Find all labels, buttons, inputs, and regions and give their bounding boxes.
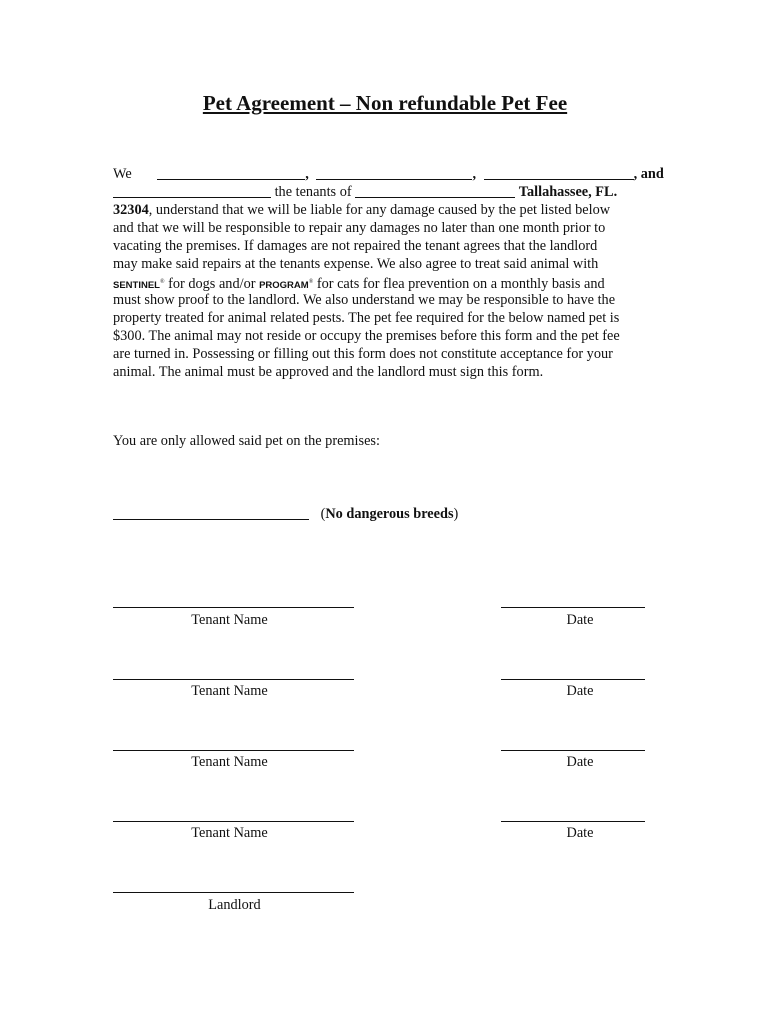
tenant-signature-line-4[interactable] bbox=[113, 821, 354, 822]
date-line-4[interactable] bbox=[501, 821, 645, 822]
date-label-4: Date bbox=[566, 825, 594, 841]
document-title: Pet Agreement – Non refundable Pet Fee bbox=[202, 91, 568, 115]
paragraph-line-10: $300. The animal may not reside or occupy the premises before this form and the pet fee bbox=[113, 328, 620, 344]
paragraph-line-12: animal. The animal must be approved and the landlord must sign this form. bbox=[113, 364, 544, 380]
landlord-label: Landlord bbox=[208, 897, 261, 913]
breed-close-paren: ) bbox=[453, 506, 459, 522]
tenant-name-label-1: Tenant Name bbox=[191, 612, 268, 628]
breed-open-paren: ( bbox=[320, 506, 326, 522]
sentinel-brand: SENTINEL bbox=[113, 280, 160, 291]
tenant-signature-line-2[interactable] bbox=[113, 679, 354, 680]
tenants-of-text: the tenants of bbox=[274, 184, 352, 200]
tenant-name-label-3: Tenant Name bbox=[191, 754, 268, 770]
paragraph-line-11: are turned in. Possessing or filling out this form does not constitute acceptance for your bbox=[113, 346, 613, 362]
registered-mark-2: ® bbox=[308, 279, 314, 285]
and-text: , and bbox=[633, 166, 664, 182]
tenant-signature-line-1[interactable] bbox=[113, 607, 354, 608]
paragraph-line-5: vacating the premises. If damages are not repaired the tenant agrees that the landlord bbox=[113, 238, 598, 254]
no-dangerous-breeds-text: No dangerous breeds bbox=[325, 506, 454, 522]
date-line-3[interactable] bbox=[501, 750, 645, 751]
paragraph-line-3-text: , understand that we will be liable for any damage caused by the pet listed below bbox=[148, 202, 611, 218]
pet-breed-row bbox=[113, 505, 458, 523]
paragraph-line-3 bbox=[113, 201, 610, 219]
city-text: Tallahassee, FL. bbox=[518, 184, 618, 200]
date-line-2[interactable] bbox=[501, 679, 645, 680]
paragraph-line-6: may make said repairs at the tenants expense. We also agree to treat said animal with bbox=[113, 256, 599, 272]
comma-2: , bbox=[472, 166, 477, 182]
paragraph-line-1 bbox=[113, 165, 664, 183]
zip-text: 32304 bbox=[113, 202, 149, 218]
date-line-1[interactable] bbox=[501, 607, 645, 608]
tenant-name-blank-4[interactable] bbox=[113, 185, 271, 198]
date-label-1: Date bbox=[566, 612, 594, 628]
tenant-name-blank-1[interactable] bbox=[157, 167, 305, 180]
paragraph-line-9: property treated for animal related pests. The pet fee required for the below named pet is bbox=[113, 310, 620, 326]
paragraph-line-4: and that we will be responsible to repair any damages no later than one month prior to bbox=[113, 220, 606, 236]
for-dogs-text: for dogs and/or bbox=[164, 276, 260, 292]
comma-1: , bbox=[305, 166, 309, 182]
program-brand: PROGRAM bbox=[259, 280, 309, 291]
paragraph-line-2 bbox=[113, 183, 617, 201]
allowed-pet-text: You are only allowed said pet on the premises: bbox=[113, 433, 380, 449]
tenant-signature-line-3[interactable] bbox=[113, 750, 354, 751]
tenant-name-blank-3[interactable] bbox=[484, 167, 634, 180]
pet-breed-blank[interactable] bbox=[113, 507, 309, 520]
we-text: We bbox=[113, 166, 132, 182]
tenant-name-blank-2[interactable] bbox=[316, 167, 472, 180]
paragraph-line-8: must show proof to the landlord. We also understand we may be responsible to have the bbox=[113, 292, 616, 308]
property-address-blank[interactable] bbox=[355, 185, 515, 198]
date-label-2: Date bbox=[566, 683, 594, 699]
tenant-name-label-4: Tenant Name bbox=[191, 825, 268, 841]
registered-mark-1: ® bbox=[159, 279, 165, 285]
landlord-signature-line[interactable] bbox=[113, 892, 354, 893]
paragraph-line-7-text: for cats for flea prevention on a monthly basis and bbox=[313, 276, 605, 292]
tenant-name-label-2: Tenant Name bbox=[191, 683, 268, 699]
date-label-3: Date bbox=[566, 754, 594, 770]
